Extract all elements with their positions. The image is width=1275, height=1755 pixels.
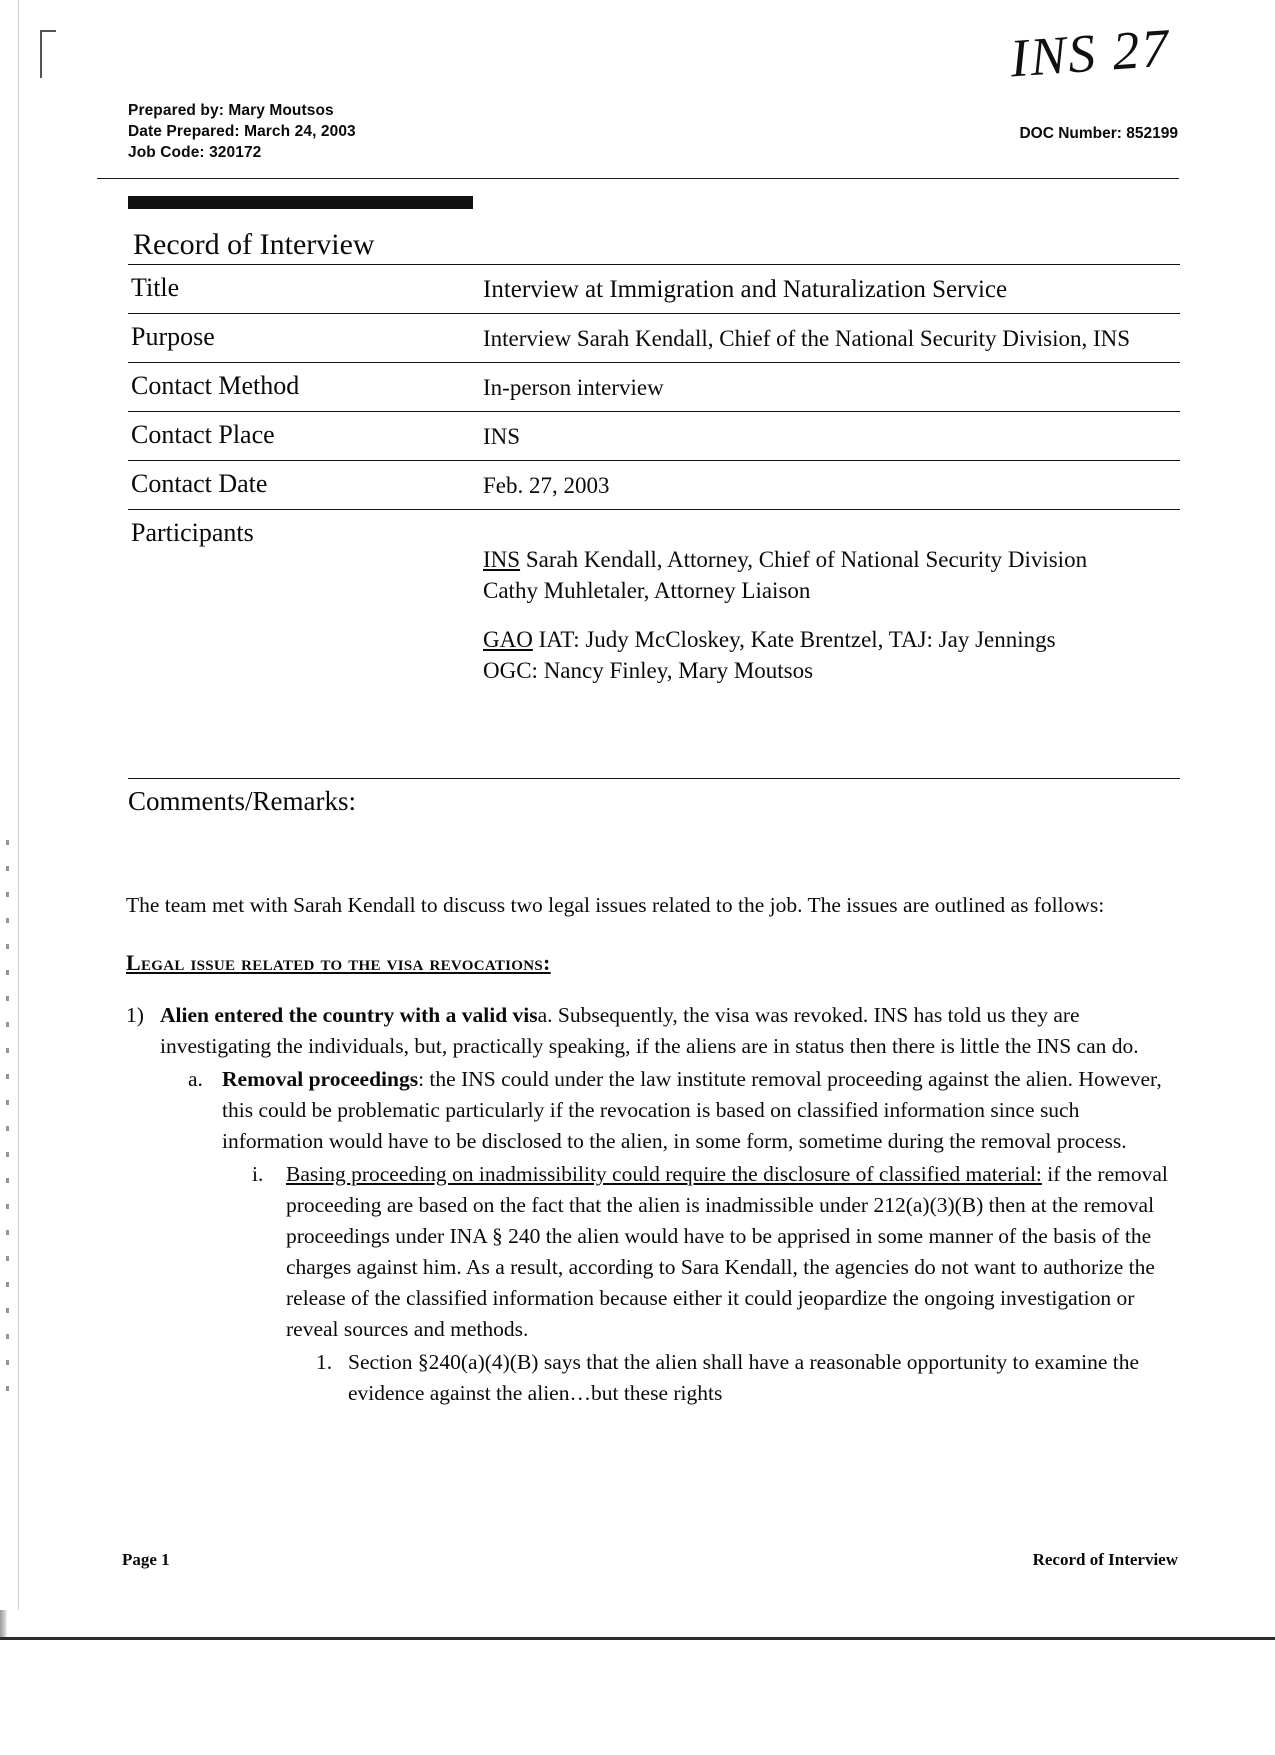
list-item-1ai [252, 1159, 1181, 1345]
list-text-1-rest: a. Subsequently, the visa was revoked. INS has told us they are investigating the individuals, but, practically speaking, if the aliens are in status then there is little the INS can do. [160, 1003, 1139, 1058]
row-value-contact-place: INS [483, 424, 521, 449]
list-text-1ai-underlined: Basing proceeding on inadmissibility could require the disclosure of classified material: [286, 1162, 1042, 1186]
table-row-contact-place [128, 411, 1180, 460]
list-text-1-bold: Alien entered the country with a valid vis [160, 1003, 538, 1027]
participants-ins-line1 [483, 544, 1180, 575]
list-marker-1: 1) [126, 1003, 144, 1027]
intro-paragraph: The team met with Sarah Kendall to discuss two legal issues related to the job. The issues are outlined as follows: [126, 893, 1105, 917]
table-row-title [128, 264, 1180, 313]
comments-divider [128, 778, 1180, 779]
table-row-contact-date [128, 460, 1180, 509]
list-marker-1a: a. [188, 1067, 203, 1091]
row-value-title: Interview at Immigration and Naturalization Service [483, 276, 1008, 303]
scan-left-margin [0, 0, 19, 1610]
participants-gao-tag: GAO [483, 627, 533, 652]
row-value-purpose: Interview Sarah Kendall, Chief of the National Security Division, INS [483, 326, 1131, 351]
list-item-1 [126, 1000, 1181, 1062]
comments-heading: Comments/Remarks: [128, 786, 356, 816]
header-divider [97, 178, 1179, 179]
scan-corner-mark-horizontal [40, 30, 56, 32]
table-row-participants [128, 509, 1180, 712]
list-text-1a-bold: Removal proceedings [222, 1067, 419, 1091]
job-code: Job Code: 320172 [128, 144, 262, 161]
legal-issue-heading: Legal issue related to the visa revocations: [126, 950, 551, 975]
row-value-contact-date: Feb. 27, 2003 [483, 473, 610, 498]
row-value-participants [483, 516, 1180, 704]
row-label-purpose: Purpose [131, 322, 215, 351]
list-marker-1ai1: 1. [316, 1350, 333, 1374]
row-value-contact-method: In-person interview [483, 375, 664, 400]
participants-gao-line2: OGC: Nancy Finley, Mary Moutsos [483, 658, 814, 683]
list-text-1ai [286, 1159, 1181, 1345]
document-body [126, 890, 1181, 1409]
list-text-1ai-rest: if the removal proceeding are based on the fact that the alien is inadmissible under 212(a)(3)(B) then at the removal proceedings under INA § 240 the alien would have to be apprised in some manner of the basis of the charges against him. As a result, according to Sara Kendall, the agencies do not want to authorize the release of the classified information because either it could jeopardize the ongoing investigation or reveal sources and methods. [286, 1162, 1168, 1341]
row-label-contact-date: Contact Date [131, 469, 268, 498]
list-text-1 [160, 1000, 1181, 1062]
row-label-participants: Participants [131, 518, 254, 547]
prepared-by: Prepared by: Mary Moutsos [128, 102, 334, 119]
date-prepared: Date Prepared: March 24, 2003 [128, 123, 356, 140]
footer-page-number: Page 1 [122, 1550, 170, 1569]
participants-ins-line2: Cathy Muhletaler, Attorney Liaison [483, 578, 811, 603]
page-title: Record of Interview [133, 228, 375, 261]
scan-corner-mark [40, 30, 42, 78]
footer-doc-label: Record of Interview [1032, 1550, 1178, 1569]
table-row-contact-method [128, 362, 1180, 411]
participants-group-ins [483, 544, 1180, 606]
list-marker-1ai: i. [252, 1162, 264, 1186]
list-text-1ai1: Section §240(a)(4)(B) says that the alien shall have a reasonable opportunity to examine the evidence against the alien…but these rights [348, 1350, 1140, 1405]
scan-bottom-edge [0, 1637, 1275, 1755]
participants-gao-line1 [483, 624, 1180, 655]
list-text-1a-rest: : the INS could under the law institute removal proceeding against the alien. However, this could be problematic particularly if the revocation is based on classified information since such information would have to be disclosed to the alien, in some form, sometime during the removal process. [222, 1067, 1162, 1153]
row-label-title: Title [131, 273, 180, 302]
row-label-contact-method: Contact Method [131, 371, 300, 400]
handwritten-stamp: INS 27 [1007, 17, 1172, 89]
list-item-1a [188, 1064, 1181, 1157]
doc-number: DOC Number: 852199 [1019, 125, 1178, 142]
participants-group-gao [483, 624, 1180, 686]
participants-ins-line1-text: Sarah Kendall, Attorney, Chief of National Security Division [520, 547, 1088, 572]
table-row-purpose [128, 313, 1180, 362]
scan-dot-artifacts [6, 840, 9, 1400]
participants-ins-tag: INS [483, 547, 521, 572]
participants-gao-line1-text: IAT: Judy McCloskey, Kate Brentzel, TAJ: Jay Jennings [532, 627, 1056, 652]
title-bar-rule [128, 196, 473, 209]
list-text-1a [222, 1064, 1181, 1157]
list-item-1ai1 [316, 1347, 1181, 1409]
header-prepared-block [128, 100, 356, 163]
row-label-contact-place: Contact Place [131, 420, 275, 449]
interview-details-table [128, 264, 1180, 712]
